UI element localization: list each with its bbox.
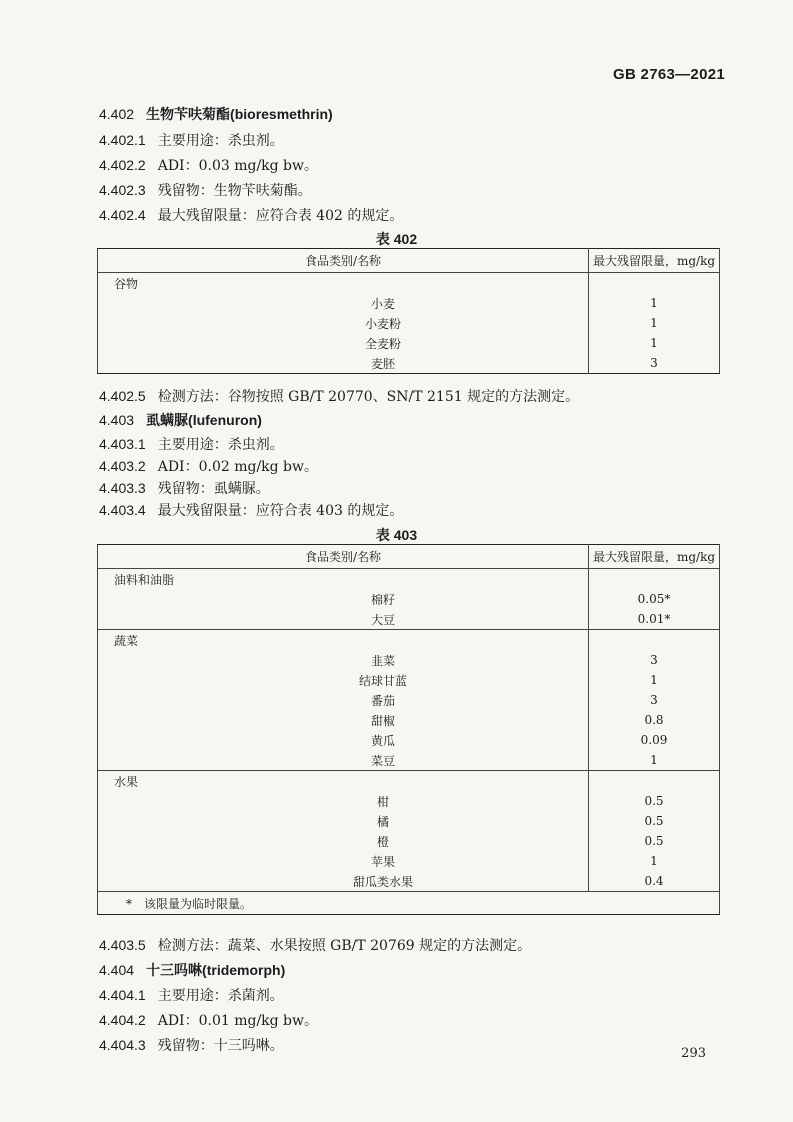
food-name: 苹果	[98, 851, 589, 871]
mrl-value: 0.01*	[637, 612, 671, 626]
clause-number: 4.402.3	[99, 182, 146, 198]
table-row	[98, 670, 720, 690]
table-row	[98, 710, 720, 730]
clause-number: 4.404	[99, 962, 135, 978]
empty-cell	[589, 569, 720, 590]
table-row	[98, 293, 720, 313]
clause-line	[99, 155, 318, 176]
table-402	[97, 248, 720, 374]
table-group-row	[98, 630, 720, 651]
table-row	[98, 690, 720, 710]
empty-cell	[589, 771, 720, 792]
table-row	[98, 609, 720, 630]
food-name: 菜豆	[98, 750, 589, 771]
clause-number: 4.404.1	[99, 987, 146, 1003]
clause-number: 4.404.2	[99, 1012, 146, 1028]
table-row	[98, 831, 720, 851]
table-footnote-row	[98, 892, 720, 915]
clause-line	[99, 130, 284, 151]
clause-text: 主要用途：杀虫剂。	[157, 133, 284, 149]
table-row	[98, 313, 720, 333]
clause-number: 4.403.2	[99, 458, 146, 474]
table-402-caption: 表 402	[375, 231, 418, 247]
clause-line	[99, 1035, 284, 1056]
food-name: 柑	[98, 791, 589, 811]
food-name: 麦胚	[98, 353, 589, 374]
clause-number: 4.402.1	[99, 132, 146, 148]
clause-text: 残留物：十三吗啉。	[157, 1038, 284, 1054]
mrl-value: 1	[650, 336, 658, 350]
column-header-food: 食品类别/名称	[98, 249, 589, 273]
clause-text: 检测方法：蔬菜、水果按照 GB/T 20769 规定的方法测定。	[157, 938, 532, 954]
clause-text: 主要用途：杀虫剂。	[157, 437, 284, 453]
food-category: 水果	[98, 771, 589, 792]
clause-line	[99, 410, 262, 431]
clause-text: 残留物：虱螨脲。	[157, 481, 270, 497]
mrl-value: 1	[650, 296, 658, 310]
food-name: 橘	[98, 811, 589, 831]
food-name: 甜瓜类水果	[98, 871, 589, 892]
table-group-row	[98, 569, 720, 590]
mrl-value: 1	[650, 673, 658, 687]
mrl-value: 3	[650, 653, 658, 667]
clause-line	[99, 500, 403, 521]
food-category: 蔬菜	[98, 630, 589, 651]
food-category: 油料和油脂	[98, 569, 589, 590]
column-header-mrl: 最大残留限量，mg/kg	[589, 545, 720, 569]
food-name: 小麦粉	[98, 313, 589, 333]
food-name: 小麦	[98, 293, 589, 313]
food-name: 大豆	[98, 609, 589, 630]
mrl-value: 0.05*	[637, 592, 671, 606]
table-row	[98, 791, 720, 811]
table-group-row	[98, 273, 720, 294]
clause-line	[99, 386, 579, 407]
table-row	[98, 851, 720, 871]
food-category: 谷物	[98, 273, 589, 294]
page-number: 293	[681, 1046, 706, 1061]
mrl-value: 1	[650, 753, 658, 767]
clause-text: ADI：0.02 mg/kg bw。	[157, 459, 319, 475]
food-name: 结球甘蓝	[98, 670, 589, 690]
clause-number: 4.403.3	[99, 480, 146, 496]
clause-text: 主要用途：杀菌剂。	[157, 988, 284, 1004]
table-403-caption: 表 403	[375, 527, 418, 543]
food-name: 橙	[98, 831, 589, 851]
clause-line	[99, 478, 270, 499]
clause-text: 最大残留限量：应符合表 402 的规定。	[157, 208, 404, 224]
empty-cell	[589, 630, 720, 651]
table-403	[97, 544, 720, 915]
clause-number: 4.403	[99, 412, 135, 428]
clause-line	[99, 960, 285, 981]
table-row	[98, 589, 720, 609]
food-name: 番茄	[98, 690, 589, 710]
clause-number: 4.402.5	[99, 388, 146, 404]
mrl-value: 0.09	[640, 733, 668, 747]
table-row	[98, 333, 720, 353]
clause-line	[99, 1010, 318, 1031]
table-row	[98, 750, 720, 771]
column-header-food: 食品类别/名称	[98, 545, 589, 569]
food-name: 黄瓜	[98, 730, 589, 750]
mrl-value: 3	[650, 693, 658, 707]
mrl-value: 0.8	[644, 713, 664, 727]
clause-text: 检测方法：谷物按照 GB/T 20770、SN/T 2151 规定的方法测定。	[157, 389, 580, 405]
clause-number: 4.402.4	[99, 207, 146, 223]
table-row	[98, 730, 720, 750]
mrl-value: 1	[650, 316, 658, 330]
table-row	[98, 650, 720, 670]
clause-line	[99, 985, 284, 1006]
food-name: 韭菜	[98, 650, 589, 670]
clause-number: 4.403.4	[99, 502, 146, 518]
clause-text: ADI：0.01 mg/kg bw。	[157, 1013, 319, 1029]
mrl-value: 0.5	[644, 834, 664, 848]
clause-text: 残留物：生物苄呋菊酯。	[157, 183, 312, 199]
clause-line	[99, 205, 403, 226]
clause-text: 十三吗啉(tridemorph)	[146, 962, 286, 978]
mrl-value: 0.5	[644, 814, 664, 828]
mrl-value: 0.4	[644, 874, 664, 888]
column-header-mrl: 最大残留限量，mg/kg	[589, 249, 720, 273]
table-footnote: * 该限量为临时限量。	[98, 892, 720, 915]
clause-line	[99, 935, 531, 956]
table-group-row	[98, 771, 720, 792]
clause-line	[99, 456, 318, 477]
standard-code: GB 2763—2021	[612, 66, 725, 83]
clause-number: 4.403.5	[99, 937, 146, 953]
clause-text: 生物苄呋菊酯(bioresmethrin)	[146, 106, 333, 122]
food-name: 全麦粉	[98, 333, 589, 353]
clause-text: 最大残留限量：应符合表 403 的规定。	[157, 503, 404, 519]
clause-number: 4.404.3	[99, 1037, 146, 1053]
food-name: 甜椒	[98, 710, 589, 730]
empty-cell	[589, 273, 720, 294]
clause-number: 4.402.2	[99, 157, 146, 173]
clause-number: 4.403.1	[99, 436, 146, 452]
clause-text: ADI：0.03 mg/kg bw。	[157, 158, 319, 174]
clause-line	[99, 104, 333, 125]
clause-text: 虱螨脲(lufenuron)	[146, 412, 262, 428]
table-row	[98, 871, 720, 892]
mrl-value: 3	[650, 356, 658, 370]
clause-line	[99, 434, 284, 455]
mrl-value: 0.5	[644, 794, 664, 808]
clause-line	[99, 180, 312, 201]
clause-number: 4.402	[99, 106, 135, 122]
food-name: 棉籽	[98, 589, 589, 609]
table-row	[98, 353, 720, 374]
mrl-value: 1	[650, 854, 658, 868]
table-row	[98, 811, 720, 831]
